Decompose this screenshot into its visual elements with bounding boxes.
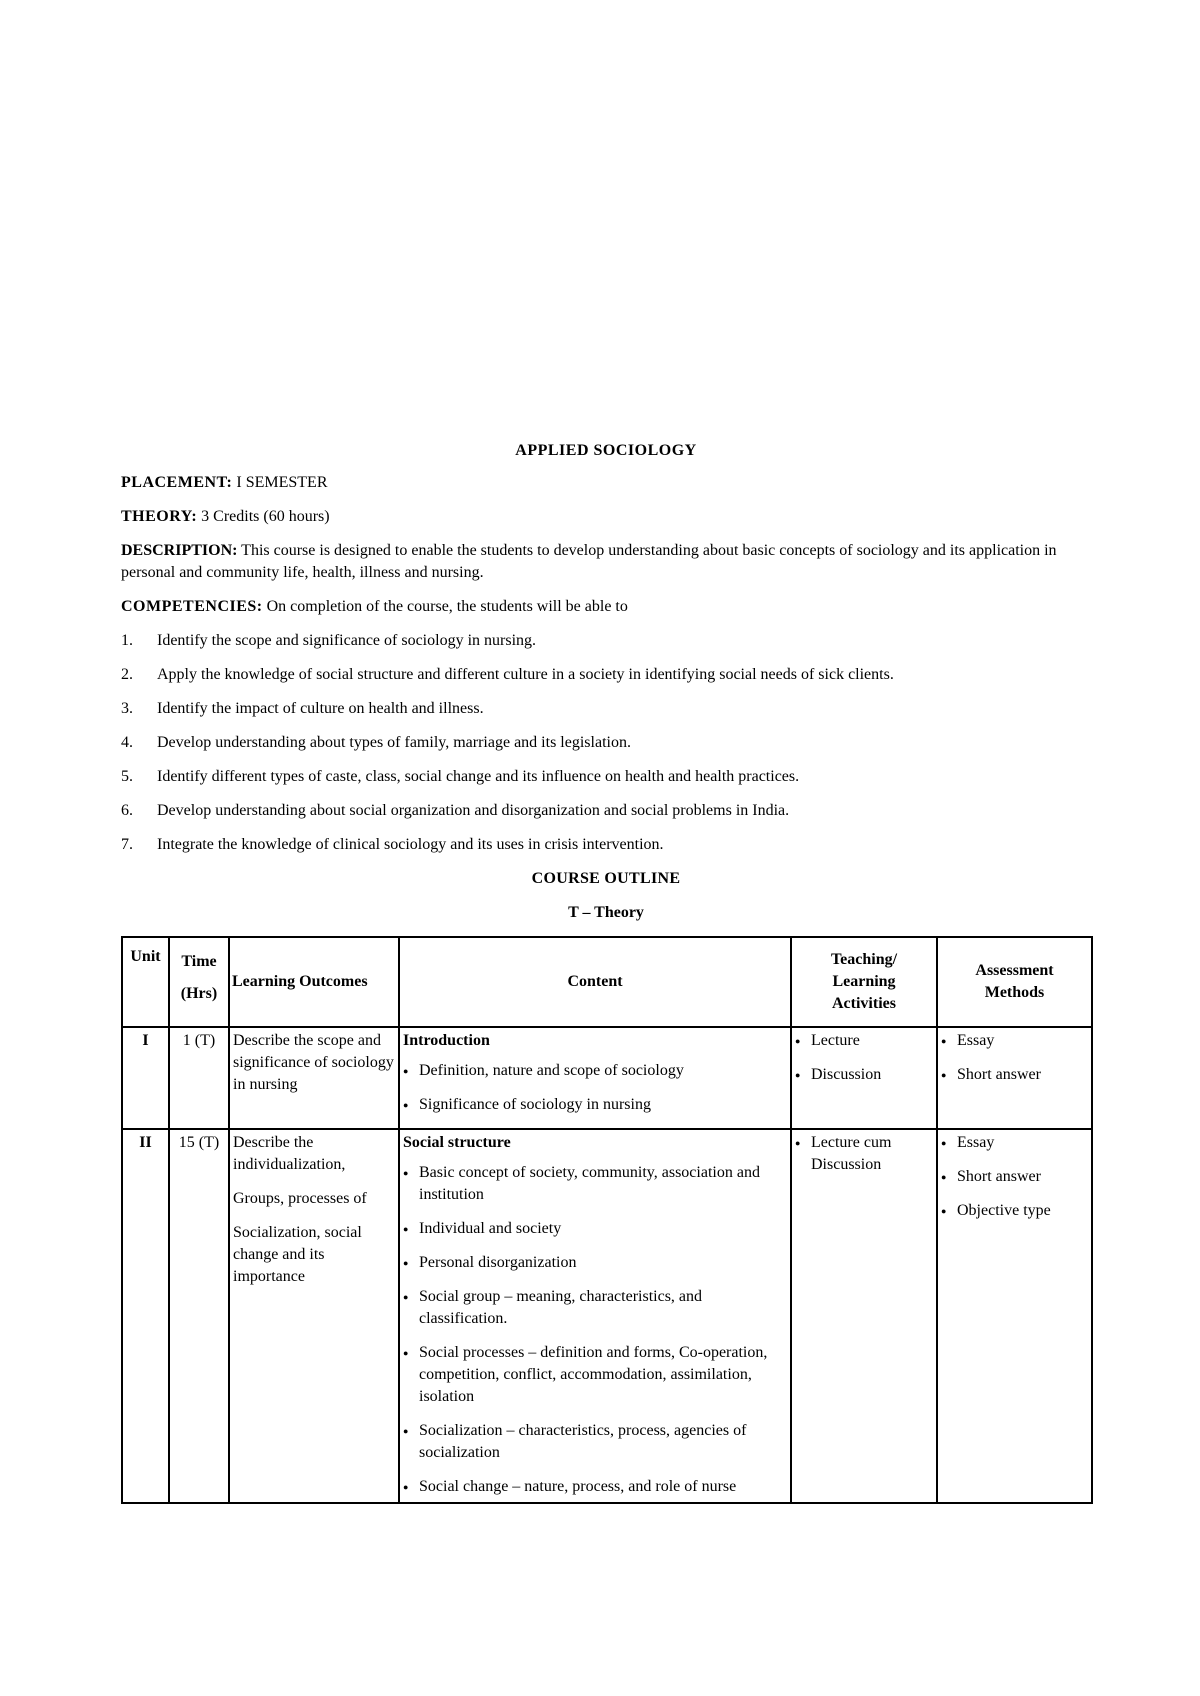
- competencies-label: COMPETENCIES:: [121, 598, 263, 615]
- theory-label: THEORY:: [121, 508, 198, 525]
- header-content: Content: [399, 937, 791, 1027]
- header-learning-outcomes: Learning Outcomes: [229, 937, 399, 1027]
- learning-outcome-text: Describe the scope and significance of sociology in nursing: [233, 1032, 394, 1093]
- list-item: ● Lecture: [795, 1030, 933, 1052]
- content-list: [403, 1162, 787, 1498]
- unit-cell: I: [122, 1027, 169, 1129]
- placement-line: [121, 472, 1091, 494]
- list-item: ● Discussion: [795, 1064, 933, 1086]
- description-paragraph: [121, 540, 1091, 584]
- competencies-line: [121, 596, 1091, 618]
- content-heading: Social structure: [403, 1134, 511, 1151]
- table-header-row: [122, 937, 1092, 1027]
- list-item: ● Socialization – characteristics, process, agencies of socialization: [403, 1420, 787, 1464]
- header-time: Time (Hrs): [169, 937, 229, 1027]
- assessment-cell: [937, 1129, 1092, 1503]
- learning-outcomes-cell: [229, 1027, 399, 1129]
- competency-number: 5.: [121, 768, 133, 785]
- teaching-cell: [791, 1027, 937, 1129]
- learning-outcomes-cell: [229, 1129, 399, 1503]
- competency-item: [121, 766, 1091, 788]
- description-text: This course is designed to enable the students to develop understanding about basic concepts of sociology and its application in personal and community life, health, illness and nursing.: [121, 542, 1057, 581]
- list-item: ● Essay: [941, 1132, 1088, 1154]
- competency-number: 4.: [121, 734, 133, 751]
- competency-text: Identify the impact of culture on health and illness.: [157, 700, 484, 717]
- competency-text: Apply the knowledge of social structure and different culture in a society in identifying social needs of sick clients.: [157, 666, 894, 683]
- placement-value: I SEMESTER: [232, 474, 328, 491]
- competency-item: [121, 834, 1091, 856]
- list-item: ● Definition, nature and scope of sociology: [403, 1060, 787, 1082]
- assessment-cell: [937, 1027, 1092, 1129]
- content-heading: Introduction: [403, 1032, 490, 1049]
- competency-item: [121, 630, 1091, 652]
- course-outline-subtitle: T – Theory: [568, 904, 644, 921]
- list-item: ● Essay: [941, 1030, 1088, 1052]
- competency-item: [121, 698, 1091, 720]
- learning-outcome-text: Socialization, social change and its importance: [233, 1224, 362, 1285]
- table-row: [122, 1027, 1092, 1129]
- description-label: DESCRIPTION:: [121, 542, 238, 559]
- list-item: ● Short answer: [941, 1166, 1088, 1188]
- list-item: ● Individual and society: [403, 1218, 787, 1240]
- teaching-cell: [791, 1129, 937, 1503]
- content-cell: [399, 1027, 791, 1129]
- list-item: ● Significance of sociology in nursing: [403, 1094, 787, 1116]
- assessment-list: [941, 1030, 1088, 1086]
- content-cell: [399, 1129, 791, 1503]
- list-item: ● Social processes – definition and forms, Co-operation, competition, conflict, accommodation, assimilation, isolation: [403, 1342, 787, 1408]
- theory-value: 3 Credits (60 hours): [197, 508, 330, 525]
- course-outline-title: COURSE OUTLINE: [531, 870, 681, 887]
- list-item: ● Personal disorganization: [403, 1252, 787, 1274]
- learning-outcome-text: Groups, processes of: [233, 1190, 367, 1207]
- course-outline-table: [121, 936, 1093, 1504]
- list-item: ● Social change – nature, process, and role of nurse: [403, 1476, 787, 1498]
- competency-number: 6.: [121, 802, 133, 819]
- competency-text: Develop understanding about social organization and disorganization and social problems in India.: [157, 802, 790, 819]
- list-item: ● Objective type: [941, 1200, 1088, 1222]
- document-page: [121, 440, 1091, 1504]
- unit-cell: II: [122, 1129, 169, 1503]
- competency-number: 1.: [121, 632, 133, 649]
- competency-text: Develop understanding about types of family, marriage and its legislation.: [157, 734, 631, 751]
- learning-outcome-text: Describe the individualization,: [233, 1134, 346, 1173]
- list-item: ● Basic concept of society, community, association and institution: [403, 1162, 787, 1206]
- content-list: [403, 1060, 787, 1116]
- list-item: ● Lecture cum Discussion: [795, 1132, 933, 1176]
- competency-item: [121, 732, 1091, 754]
- competencies-intro: On completion of the course, the students will be able to: [262, 598, 628, 615]
- competency-item: [121, 664, 1091, 686]
- time-cell: 1 (T): [169, 1027, 229, 1129]
- header-teaching-learning-activities: Teaching/ Learning Activities: [791, 937, 937, 1027]
- competency-number: 3.: [121, 700, 133, 717]
- header-unit: Unit: [122, 937, 169, 1027]
- placement-label: PLACEMENT:: [121, 474, 233, 491]
- competency-number: 2.: [121, 666, 133, 683]
- teaching-list: [795, 1132, 933, 1176]
- list-item: ● Short answer: [941, 1064, 1088, 1086]
- time-cell: 15 (T): [169, 1129, 229, 1503]
- table-row: [122, 1129, 1092, 1503]
- assessment-list: [941, 1132, 1088, 1222]
- document-title: APPLIED SOCIOLOGY: [515, 442, 697, 459]
- theory-line: [121, 506, 1091, 528]
- competency-text: Identify different types of caste, class, social change and its influence on health and health practices.: [157, 768, 800, 785]
- teaching-list: [795, 1030, 933, 1086]
- header-assessment-methods: Assessment Methods: [937, 937, 1092, 1027]
- competency-number: 7.: [121, 836, 133, 853]
- competency-text: Identify the scope and significance of sociology in nursing.: [157, 632, 537, 649]
- competency-text: Integrate the knowledge of clinical sociology and its uses in crisis intervention.: [157, 836, 664, 853]
- competencies-list: [121, 630, 1091, 856]
- list-item: ● Social group – meaning, characteristics, and classification.: [403, 1286, 787, 1330]
- competency-item: [121, 800, 1091, 822]
